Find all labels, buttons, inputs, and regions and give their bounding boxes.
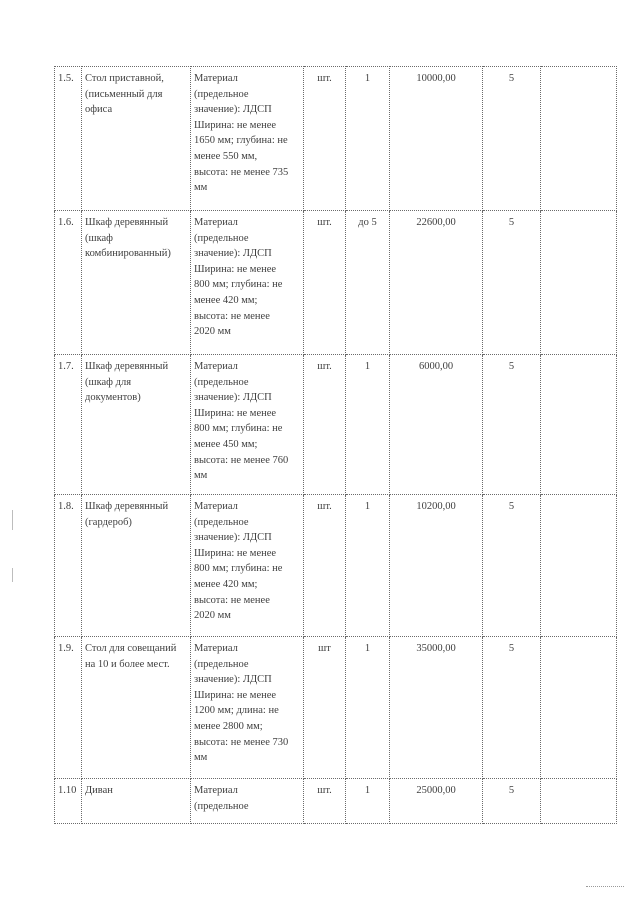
item-number: 1.7. [55,355,82,495]
item-term: 5 [483,67,541,211]
item-spec: Материал (предельное значение): ЛДСП Ширина: не менее 1650 мм; глубина: не менее 550 мм, высота: не менее 735 мм [191,67,304,211]
item-unit: шт. [304,779,346,824]
item-price: 10200,00 [390,495,483,637]
item-name: Шкаф деревянный (шкаф комбинированный) [82,211,191,355]
item-term: 5 [483,211,541,355]
empty-cell [541,211,617,355]
item-spec: Материал (предельное [191,779,304,824]
item-unit: шт. [304,211,346,355]
table-row [55,355,617,495]
item-price: 22600,00 [390,211,483,355]
item-name: Шкаф деревянный (шкаф для документов) [82,355,191,495]
item-price: 6000,00 [390,355,483,495]
table-row [55,67,617,211]
item-unit: шт. [304,495,346,637]
item-spec: Материал (предельное значение): ЛДСП Ширина: не менее 800 мм; глубина: не менее 450 мм; высота: не менее 760 мм [191,355,304,495]
furniture-spec-table [54,66,617,824]
table-row [55,495,617,637]
table-row [55,211,617,355]
empty-cell [541,67,617,211]
item-name: Диван [82,779,191,824]
item-unit: шт. [304,355,346,495]
item-unit: шт. [304,67,346,211]
empty-cell [541,495,617,637]
item-number: 1.6. [55,211,82,355]
scan-edge-mark [12,510,13,530]
empty-cell [541,779,617,824]
item-term: 5 [483,355,541,495]
item-price: 25000,00 [390,779,483,824]
item-quantity: 1 [346,355,390,495]
item-name: Шкаф деревянный (гардероб) [82,495,191,637]
item-quantity: 1 [346,637,390,779]
item-spec: Материал (предельное значение): ЛДСП Ширина: не менее 1200 мм; длина: не менее 2800 мм; высота: не менее 730 мм [191,637,304,779]
scan-edge-mark [12,568,13,582]
item-term: 5 [483,779,541,824]
table-row [55,779,617,824]
empty-cell [541,355,617,495]
item-number: 1.8. [55,495,82,637]
item-quantity: 1 [346,67,390,211]
item-quantity: до 5 [346,211,390,355]
item-number: 1.9. [55,637,82,779]
item-term: 5 [483,495,541,637]
item-number: 1.10 [55,779,82,824]
item-quantity: 1 [346,495,390,637]
item-spec: Материал (предельное значение): ЛДСП Ширина: не менее 800 мм; глубина: не менее 420 мм; высота: не менее 2020 мм [191,211,304,355]
item-term: 5 [483,637,541,779]
table-row [55,637,617,779]
item-unit: шт [304,637,346,779]
item-number: 1.5. [55,67,82,211]
empty-cell [541,637,617,779]
item-name: Стол для совещаний на 10 и более мест. [82,637,191,779]
item-price: 35000,00 [390,637,483,779]
item-name: Стол приставной, (письменный для офиса [82,67,191,211]
scan-footer-mark [586,886,624,888]
item-spec: Материал (предельное значение): ЛДСП Ширина: не менее 800 мм; глубина: не менее 420 мм; высота: не менее 2020 мм [191,495,304,637]
item-quantity: 1 [346,779,390,824]
item-price: 10000,00 [390,67,483,211]
